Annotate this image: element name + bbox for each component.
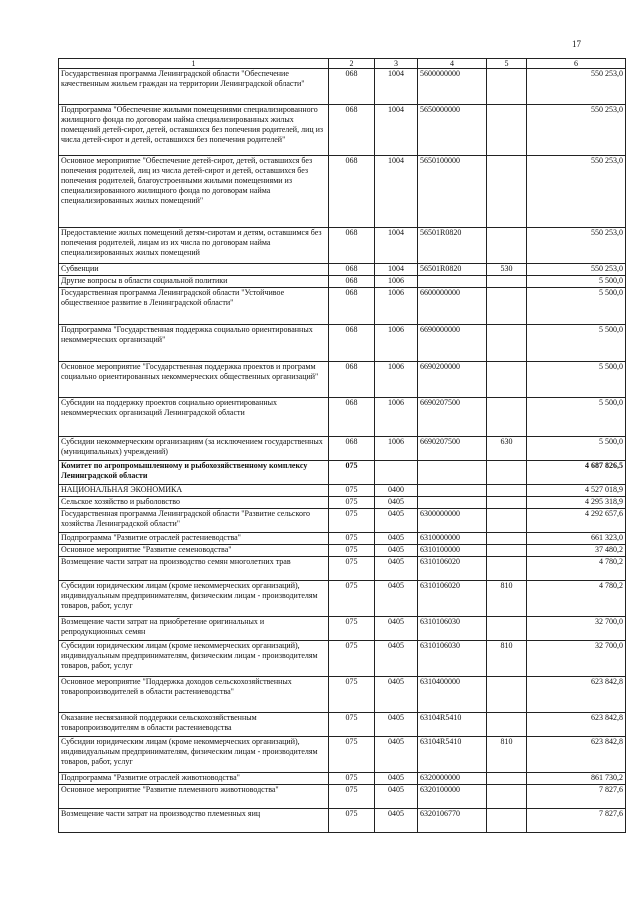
- table-row: [59, 677, 626, 713]
- row-grbs-cell: 068: [329, 437, 375, 461]
- row-amount-cell: 4 780,2: [527, 557, 626, 581]
- row-name-cell: Подпрограмма "Государственная поддержка социально ориентированных некоммерческих организаций": [59, 325, 329, 362]
- row-target-cell: [418, 461, 487, 485]
- row-target-cell: 63104R5410: [418, 737, 487, 773]
- table-header: [59, 59, 626, 69]
- row-amount-cell: 661 323,0: [527, 533, 626, 545]
- table-row: [59, 105, 626, 156]
- row-name-cell: Субсидии юридическим лицам (кроме некоммерческих организаций), индивидуальным предпринимателям, физическим лицам - производителям товаров, работ, услуг: [59, 737, 329, 773]
- row-type-cell: 810: [487, 581, 527, 617]
- row-grbs-cell: 075: [329, 509, 375, 533]
- row-section-cell: 0405: [375, 641, 418, 677]
- row-target-cell: 63104R5410: [418, 713, 487, 737]
- row-grbs-cell: 068: [329, 69, 375, 105]
- row-name-cell: Государственная программа Ленинградской области "Устойчивое общественное развитие в Ленинградской области": [59, 288, 329, 325]
- row-type-cell: [487, 105, 527, 156]
- row-grbs-cell: 075: [329, 617, 375, 641]
- row-section-cell: 0405: [375, 497, 418, 509]
- row-section-cell: 0405: [375, 785, 418, 809]
- row-amount-cell: 4 292 657,6: [527, 509, 626, 533]
- row-type-cell: [487, 545, 527, 557]
- table-row: [59, 545, 626, 557]
- row-section-cell: 1004: [375, 228, 418, 264]
- row-type-cell: [487, 485, 527, 497]
- row-target-cell: 6310106030: [418, 641, 487, 677]
- row-target-cell: 56501R0820: [418, 264, 487, 276]
- row-section-cell: 0405: [375, 809, 418, 833]
- table-body: [59, 69, 626, 833]
- row-target-cell: 6690207500: [418, 398, 487, 437]
- row-name-cell: НАЦИОНАЛЬНАЯ ЭКОНОМИКА: [59, 485, 329, 497]
- row-amount-cell: 4 780,2: [527, 581, 626, 617]
- row-section-cell: 1006: [375, 276, 418, 288]
- row-grbs-cell: 068: [329, 325, 375, 362]
- row-grbs-cell: 068: [329, 362, 375, 398]
- row-name-cell: Основное мероприятие "Государственная поддержка проектов и программ социально ориентированных некоммерческих общественных организаций": [59, 362, 329, 398]
- table-row: [59, 617, 626, 641]
- row-type-cell: 810: [487, 737, 527, 773]
- table-row: [59, 362, 626, 398]
- row-section-cell: 0405: [375, 581, 418, 617]
- row-section-cell: 0405: [375, 737, 418, 773]
- row-name-cell: Государственная программа Ленинградской области "Развитие сельского хозяйства Ленинградской области": [59, 509, 329, 533]
- row-amount-cell: 32 700,0: [527, 617, 626, 641]
- row-grbs-cell: 068: [329, 276, 375, 288]
- row-amount-cell: 550 253,0: [527, 264, 626, 276]
- row-grbs-cell: 075: [329, 773, 375, 785]
- row-grbs-cell: 075: [329, 557, 375, 581]
- row-grbs-cell: 075: [329, 581, 375, 617]
- row-type-cell: [487, 276, 527, 288]
- row-target-cell: 6300000000: [418, 509, 487, 533]
- row-amount-cell: 37 480,2: [527, 545, 626, 557]
- row-target-cell: 6690207500: [418, 437, 487, 461]
- row-type-cell: [487, 773, 527, 785]
- row-amount-cell: 5 500,0: [527, 437, 626, 461]
- table-row: [59, 228, 626, 264]
- table-row: [59, 509, 626, 533]
- row-amount-cell: 550 253,0: [527, 69, 626, 105]
- row-type-cell: [487, 288, 527, 325]
- header-col-2: 2: [329, 59, 375, 69]
- row-amount-cell: 5 500,0: [527, 362, 626, 398]
- row-target-cell: [418, 485, 487, 497]
- table-row: [59, 461, 626, 485]
- row-amount-cell: 623 842,8: [527, 713, 626, 737]
- header-row: [59, 59, 626, 69]
- row-section-cell: 0405: [375, 617, 418, 641]
- row-amount-cell: 550 253,0: [527, 105, 626, 156]
- row-type-cell: [487, 156, 527, 228]
- row-section-cell: 0405: [375, 677, 418, 713]
- row-target-cell: 6310400000: [418, 677, 487, 713]
- row-grbs-cell: 068: [329, 228, 375, 264]
- row-amount-cell: 4 687 826,5: [527, 461, 626, 485]
- row-grbs-cell: 068: [329, 288, 375, 325]
- row-amount-cell: 4 527 018,9: [527, 485, 626, 497]
- row-name-cell: Основное мероприятие "Развитие племенного животноводства": [59, 785, 329, 809]
- row-section-cell: 1006: [375, 362, 418, 398]
- row-section-cell: 0405: [375, 773, 418, 785]
- header-col-3: 3: [375, 59, 418, 69]
- row-type-cell: 630: [487, 437, 527, 461]
- row-grbs-cell: 075: [329, 497, 375, 509]
- row-amount-cell: 623 842,8: [527, 737, 626, 773]
- table-row: [59, 497, 626, 509]
- row-section-cell: 1004: [375, 156, 418, 228]
- row-name-cell: Субсидии некоммерческим организациям (за исключением государственных (муниципальных) учреждений): [59, 437, 329, 461]
- row-name-cell: Сельское хозяйство и рыболовство: [59, 497, 329, 509]
- row-target-cell: 6320000000: [418, 773, 487, 785]
- row-type-cell: [487, 713, 527, 737]
- row-section-cell: 1004: [375, 69, 418, 105]
- table-row: [59, 533, 626, 545]
- row-name-cell: Основное мероприятие "Обеспечение детей-сирот, детей, оставшихся без попечения родителей, лиц из числа детей-сирот и детей, оставшихся без попечения родителей, благоустроенными жилыми помещениями из специализированного жилищного фонда по договорам найма специализированных жилых помещений": [59, 156, 329, 228]
- row-type-cell: [487, 497, 527, 509]
- budget-table: [58, 58, 626, 833]
- row-section-cell: 1004: [375, 105, 418, 156]
- table-row: [59, 737, 626, 773]
- row-name-cell: Возмещение части затрат на производство семян многолетних трав: [59, 557, 329, 581]
- row-section-cell: 1006: [375, 288, 418, 325]
- row-name-cell: Основное мероприятие "Поддержка доходов сельскохозяйственных товаропроизводителей в области растениеводства": [59, 677, 329, 713]
- row-grbs-cell: 075: [329, 737, 375, 773]
- row-type-cell: [487, 557, 527, 581]
- table-row: [59, 288, 626, 325]
- row-grbs-cell: 075: [329, 533, 375, 545]
- table-row: [59, 325, 626, 362]
- page-number: 17: [572, 39, 581, 49]
- row-name-cell: Комитет по агропромышленному и рыбохозяйственному комплексу Ленинградской области: [59, 461, 329, 485]
- row-section-cell: 0405: [375, 557, 418, 581]
- row-type-cell: [487, 509, 527, 533]
- row-name-cell: Субсидии юридическим лицам (кроме некоммерческих организаций), индивидуальным предпринимателям, физическим лицам - производителям товаров, работ, услуг: [59, 581, 329, 617]
- row-section-cell: 1006: [375, 398, 418, 437]
- row-amount-cell: 5 500,0: [527, 276, 626, 288]
- row-type-cell: [487, 785, 527, 809]
- table-row: [59, 398, 626, 437]
- row-amount-cell: 550 253,0: [527, 228, 626, 264]
- table-row: [59, 485, 626, 497]
- row-section-cell: 1006: [375, 325, 418, 362]
- row-name-cell: Подпрограмма "Развитие отраслей растениеводства": [59, 533, 329, 545]
- table-row: [59, 785, 626, 809]
- row-amount-cell: 5 500,0: [527, 325, 626, 362]
- row-name-cell: Возмещение части затрат на приобретение оригинальных и репродукционных семян: [59, 617, 329, 641]
- row-amount-cell: 861 730,2: [527, 773, 626, 785]
- row-target-cell: 6310106020: [418, 557, 487, 581]
- row-section-cell: 0405: [375, 509, 418, 533]
- row-target-cell: 56501R0820: [418, 228, 487, 264]
- table-row: [59, 156, 626, 228]
- row-target-cell: 6690000000: [418, 325, 487, 362]
- table-row: [59, 437, 626, 461]
- row-type-cell: [487, 809, 527, 833]
- row-name-cell: Субсидии на поддержку проектов социально ориентированных некоммерческих организаций Ленинградской области: [59, 398, 329, 437]
- row-type-cell: [487, 398, 527, 437]
- row-grbs-cell: 075: [329, 641, 375, 677]
- row-name-cell: Субвенции: [59, 264, 329, 276]
- row-section-cell: 1006: [375, 437, 418, 461]
- row-type-cell: [487, 69, 527, 105]
- row-section-cell: 0405: [375, 533, 418, 545]
- row-section-cell: 0400: [375, 485, 418, 497]
- table-row: [59, 809, 626, 833]
- row-amount-cell: 7 827,6: [527, 785, 626, 809]
- row-grbs-cell: 075: [329, 809, 375, 833]
- row-target-cell: 6690200000: [418, 362, 487, 398]
- row-name-cell: Подпрограмма "Развитие отраслей животноводства": [59, 773, 329, 785]
- row-type-cell: [487, 533, 527, 545]
- row-type-cell: [487, 617, 527, 641]
- row-type-cell: 530: [487, 264, 527, 276]
- row-name-cell: Оказание несвязанной поддержки сельскохозяйственным товаропроизводителям в области растениеводства: [59, 713, 329, 737]
- row-grbs-cell: 075: [329, 485, 375, 497]
- row-name-cell: Другие вопросы в области социальной политики: [59, 276, 329, 288]
- row-target-cell: 6310000000: [418, 533, 487, 545]
- row-target-cell: 6310106030: [418, 617, 487, 641]
- row-grbs-cell: 068: [329, 264, 375, 276]
- row-target-cell: [418, 276, 487, 288]
- table-row: [59, 264, 626, 276]
- row-target-cell: 6310100000: [418, 545, 487, 557]
- row-amount-cell: 623 842,8: [527, 677, 626, 713]
- row-grbs-cell: 075: [329, 461, 375, 485]
- header-col-5: 5: [487, 59, 527, 69]
- row-type-cell: [487, 461, 527, 485]
- row-grbs-cell: 075: [329, 785, 375, 809]
- row-name-cell: Субсидии юридическим лицам (кроме некоммерческих организаций), индивидуальным предпринимателям, физическим лицам - производителям товаров, работ, услуг: [59, 641, 329, 677]
- row-target-cell: 6310106020: [418, 581, 487, 617]
- row-target-cell: 6320100000: [418, 785, 487, 809]
- table-row: [59, 641, 626, 677]
- row-target-cell: 6600000000: [418, 288, 487, 325]
- row-grbs-cell: 068: [329, 105, 375, 156]
- table-row: [59, 276, 626, 288]
- row-grbs-cell: 068: [329, 398, 375, 437]
- table-row: [59, 713, 626, 737]
- header-col-4: 4: [418, 59, 487, 69]
- row-type-cell: [487, 325, 527, 362]
- row-type-cell: [487, 228, 527, 264]
- row-amount-cell: 5 500,0: [527, 288, 626, 325]
- row-grbs-cell: 075: [329, 545, 375, 557]
- row-amount-cell: 550 253,0: [527, 156, 626, 228]
- row-amount-cell: 5 500,0: [527, 398, 626, 437]
- row-section-cell: 0405: [375, 545, 418, 557]
- row-amount-cell: 32 700,0: [527, 641, 626, 677]
- table-row: [59, 69, 626, 105]
- row-target-cell: 5650000000: [418, 105, 487, 156]
- row-name-cell: Основное мероприятие "Развитие семеноводства": [59, 545, 329, 557]
- row-section-cell: [375, 461, 418, 485]
- row-name-cell: Государственная программа Ленинградской области "Обеспечение качественным жильем граждан на территории Ленинградской области": [59, 69, 329, 105]
- row-target-cell: 6320106770: [418, 809, 487, 833]
- row-grbs-cell: 075: [329, 713, 375, 737]
- table-row: [59, 557, 626, 581]
- row-name-cell: Возмещение части затрат на производство племенных яиц: [59, 809, 329, 833]
- row-target-cell: 5600000000: [418, 69, 487, 105]
- row-type-cell: [487, 362, 527, 398]
- table-row: [59, 581, 626, 617]
- row-name-cell: Подпрограмма "Обеспечение жилыми помещениями специализированного жилищного фонда по договорам найма специализированных жилых помещений детей-сирот, детей, оставшихся без попечения родителей, лиц из числа детей-сирот и детей, оставшихся без попечения родителей": [59, 105, 329, 156]
- row-amount-cell: 4 295 318,9: [527, 497, 626, 509]
- row-section-cell: 1004: [375, 264, 418, 276]
- header-col-6: 6: [527, 59, 626, 69]
- row-name-cell: Предоставление жилых помещений детям-сиротам и детям, оставшимся без попечения родителей, лицам из их числа по договорам найма специализированных жилых помещений: [59, 228, 329, 264]
- row-grbs-cell: 068: [329, 156, 375, 228]
- row-grbs-cell: 075: [329, 677, 375, 713]
- row-section-cell: 0405: [375, 713, 418, 737]
- row-target-cell: 5650100000: [418, 156, 487, 228]
- row-type-cell: 810: [487, 641, 527, 677]
- header-col-1: 1: [59, 59, 329, 69]
- table-row: [59, 773, 626, 785]
- row-type-cell: [487, 677, 527, 713]
- row-target-cell: [418, 497, 487, 509]
- row-amount-cell: 7 827,6: [527, 809, 626, 833]
